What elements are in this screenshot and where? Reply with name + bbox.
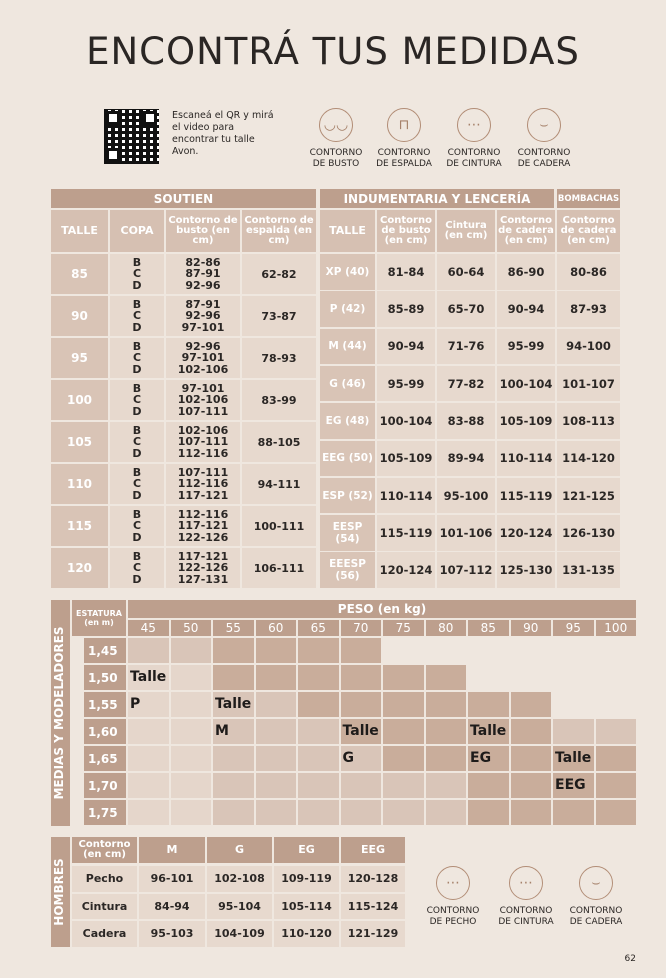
estatura-tick: 1,45 — [84, 638, 126, 663]
soutien-talle: 95 — [51, 338, 108, 378]
size-label: Talle — [215, 696, 252, 712]
indumentaria-value: 94-100 — [557, 329, 620, 365]
hombres-header: EEG — [341, 837, 405, 863]
size-label: P — [130, 696, 141, 712]
hombres-row-label: Cadera — [72, 921, 137, 947]
indumentaria-value: 83-88 — [437, 403, 495, 439]
hombres-value: 121-129 — [341, 921, 405, 947]
grid-cell — [341, 665, 382, 690]
soutien-busto — [166, 548, 240, 588]
busto-range: 97-101 — [181, 351, 225, 365]
hombres-value: 102-108 — [207, 866, 272, 892]
hombres-value: 95-104 — [207, 894, 272, 920]
indumentaria-title: INDUMENTARIA Y LENCERÍA — [320, 189, 554, 208]
soutien-header: COPA — [110, 210, 164, 252]
size-label: EG — [470, 750, 492, 766]
grid-cell — [298, 638, 339, 663]
grid-cell — [341, 692, 382, 717]
copa: B — [132, 507, 142, 521]
grid-cell — [511, 746, 552, 771]
grid-cell — [383, 746, 424, 771]
indumentaria-value: 80-86 — [557, 254, 620, 290]
measure-label: CONTORNO — [499, 906, 553, 916]
busto-range: 92-96 — [185, 339, 221, 353]
estatura-tick: 1,75 — [84, 800, 126, 825]
grid-cell — [383, 665, 424, 690]
size-label: G — [342, 750, 354, 766]
indumentaria-value: 120-124 — [497, 515, 555, 551]
busto-range: 112-116 — [177, 507, 229, 521]
copa: C — [132, 309, 142, 323]
measure-label: CONTORNO — [569, 906, 623, 916]
peso-tick: 95 — [553, 620, 594, 636]
soutien-header: TALLE — [51, 210, 108, 252]
bottom-measure-item-1 — [490, 866, 562, 928]
hip-icon: ⌣ — [527, 108, 561, 142]
copa: B — [132, 381, 142, 395]
grid-cell — [468, 800, 509, 825]
bust-icon: ◡◡ — [319, 108, 353, 142]
measure-label: CONTORNO — [426, 906, 480, 916]
soutien-copas — [110, 548, 164, 588]
grid-cell — [298, 773, 339, 798]
busto-range: 102-106 — [177, 362, 229, 376]
measure-label: DE CINTURA — [498, 917, 554, 927]
busto-range: 102-106 — [177, 393, 229, 407]
hombres-header: Contorno (en cm) — [72, 837, 137, 863]
soutien-busto — [166, 464, 240, 504]
measure-label: CONTORNO — [447, 148, 501, 158]
busto-range: 107-111 — [177, 465, 229, 479]
qr-instructions: Escaneá el QR y mirá el video para encontrar tu talle Avon. — [172, 110, 274, 157]
grid-cell — [128, 773, 169, 798]
grid-cell — [341, 638, 382, 663]
grid-cell — [426, 719, 467, 744]
soutien-copas — [110, 296, 164, 336]
busto-range: 102-106 — [177, 423, 229, 437]
busto-range: 107-111 — [177, 404, 229, 418]
soutien-copas — [110, 380, 164, 420]
grid-cell — [596, 746, 637, 771]
soutien-copas — [110, 464, 164, 504]
grid-cell — [383, 800, 424, 825]
grid-cell — [213, 665, 254, 690]
indumentaria-value: 115-119 — [497, 478, 555, 514]
hombres-header: G — [207, 837, 272, 863]
indumentaria-value: 121-125 — [557, 478, 620, 514]
grid-cell — [383, 692, 424, 717]
busto-range: 112-116 — [177, 477, 229, 491]
copa: D — [132, 320, 142, 334]
grid-cell — [596, 719, 637, 744]
grid-cell — [426, 692, 467, 717]
indumentaria-talle: XP (40) — [320, 254, 375, 290]
grid-cell — [213, 800, 254, 825]
soutien-header: Contorno de busto (en cm) — [166, 210, 240, 252]
peso-tick: 70 — [341, 620, 382, 636]
copa: D — [132, 362, 142, 376]
soutien-busto — [166, 380, 240, 420]
measure-item-1 — [368, 108, 440, 170]
hombres-value: 95-103 — [139, 921, 205, 947]
indumentaria-value: 126-130 — [557, 515, 620, 551]
indumentaria-talle: EESP (54) — [320, 515, 375, 551]
indumentaria-value: 105-109 — [497, 403, 555, 439]
soutien-espalda: 78-93 — [242, 338, 316, 378]
indumentaria-talle: EEESP (56) — [320, 552, 375, 588]
hombres-value: 104-109 — [207, 921, 272, 947]
grid-cell — [383, 773, 424, 798]
soutien-talle: 100 — [51, 380, 108, 420]
grid-cell — [171, 800, 212, 825]
grid-cell — [128, 719, 169, 744]
indumentaria-value: 60-64 — [437, 254, 495, 290]
copa: D — [132, 404, 142, 418]
grid-cell — [128, 638, 169, 663]
indumentaria-value: 87-93 — [557, 291, 620, 327]
bottom-measure-item-0 — [417, 866, 489, 928]
soutien-talle: 85 — [51, 254, 108, 294]
busto-range: 107-111 — [177, 435, 229, 449]
busto-range: 117-121 — [177, 519, 229, 533]
page-title: ENCONTRÁ TUS MEDIDAS — [86, 30, 580, 73]
copa: D — [132, 530, 142, 544]
grid-cell — [298, 665, 339, 690]
soutien-espalda: 106-111 — [242, 548, 316, 588]
hombres-value: 96-101 — [139, 866, 205, 892]
soutien-copas — [110, 422, 164, 462]
measure-label: DE PECHO — [429, 917, 477, 927]
hombres-header: M — [139, 837, 205, 863]
busto-range: 87-91 — [185, 267, 221, 281]
indumentaria-value: 110-114 — [377, 478, 435, 514]
indumentaria-value: 125-130 — [497, 552, 555, 588]
hombres-value: 120-128 — [341, 866, 405, 892]
grid-cell — [256, 638, 297, 663]
grid-cell — [128, 800, 169, 825]
grid-cell — [426, 665, 467, 690]
grid-cell — [468, 773, 509, 798]
peso-tick: 60 — [256, 620, 297, 636]
grid-cell — [426, 773, 467, 798]
indumentaria-value: 95-99 — [497, 329, 555, 365]
copa: B — [132, 549, 142, 563]
copa: D — [132, 278, 142, 292]
measure-label: DE CADERA — [569, 917, 623, 927]
busto-range: 92-96 — [185, 278, 221, 292]
hombres-row-label: Cintura — [72, 894, 137, 920]
soutien-talle: 105 — [51, 422, 108, 462]
indumentaria-value: 81-84 — [377, 254, 435, 290]
grid-cell — [128, 746, 169, 771]
grid-cell — [171, 665, 212, 690]
peso-label: PESO (en kg) — [128, 600, 636, 618]
soutien-copas — [110, 506, 164, 546]
estatura-tick: 1,70 — [84, 773, 126, 798]
waist-icon: ⋯ — [457, 108, 491, 142]
grid-cell — [213, 638, 254, 663]
indumentaria-value: 77-82 — [437, 366, 495, 402]
indumentaria-talle: EEG (50) — [320, 441, 375, 477]
copa: B — [132, 297, 142, 311]
grid-cell — [511, 773, 552, 798]
grid-cell — [171, 692, 212, 717]
grid-cell — [256, 800, 297, 825]
grid-cell — [298, 800, 339, 825]
indumentaria-value: 114-120 — [557, 441, 620, 477]
size-label: Talle — [470, 723, 507, 739]
measure-label: CONTORNO — [309, 148, 363, 158]
indumentaria-value: 101-107 — [557, 366, 620, 402]
soutien-header: Contorno de espalda (en cm) — [242, 210, 316, 252]
grid-cell — [256, 719, 297, 744]
soutien-busto — [166, 338, 240, 378]
soutien-espalda: 62-82 — [242, 254, 316, 294]
indumentaria-value: 90-94 — [497, 291, 555, 327]
busto-range: 117-121 — [177, 488, 229, 502]
peso-tick: 90 — [511, 620, 552, 636]
busto-range: 112-116 — [177, 446, 229, 460]
grid-cell — [511, 692, 552, 717]
grid-cell — [256, 692, 297, 717]
indumentaria-header: Cintura (en cm) — [437, 210, 495, 252]
soutien-espalda: 88-105 — [242, 422, 316, 462]
measure-item-0 — [300, 108, 372, 170]
copa: B — [132, 339, 142, 353]
indumentaria-talle: P (42) — [320, 291, 375, 327]
grid-cell — [171, 773, 212, 798]
measure-label: CONTORNO — [377, 148, 431, 158]
hombres-value: 109-119 — [274, 866, 339, 892]
size-label: EEG — [555, 777, 586, 793]
indumentaria-value: 95-100 — [437, 478, 495, 514]
measure-label: DE ESPALDA — [376, 159, 432, 169]
copa: B — [132, 255, 142, 269]
grid-cell — [383, 719, 424, 744]
medias-side-label: MEDIAS Y MODELADORES — [52, 626, 66, 800]
peso-tick: 100 — [596, 620, 637, 636]
chest-icon: ⋯ — [436, 866, 470, 900]
indumentaria-value: 108-113 — [557, 403, 620, 439]
soutien-talle: 90 — [51, 296, 108, 336]
copa: D — [132, 446, 142, 460]
indumentaria-talle: ESP (52) — [320, 478, 375, 514]
grid-cell — [256, 665, 297, 690]
copa: C — [132, 519, 142, 533]
size-label: M — [215, 723, 229, 739]
soutien-talle: 110 — [51, 464, 108, 504]
hombres-value: 105-114 — [274, 894, 339, 920]
soutien-talle: 115 — [51, 506, 108, 546]
soutien-busto — [166, 422, 240, 462]
soutien-copas — [110, 338, 164, 378]
indumentaria-header: Contorno de busto (en cm) — [377, 210, 435, 252]
grid-cell — [596, 800, 637, 825]
page-number: 62 — [624, 954, 636, 964]
grid-cell — [426, 746, 467, 771]
estatura-tick: 1,50 — [84, 665, 126, 690]
indumentaria-header: Contorno de cadera (en cm) — [497, 210, 555, 252]
estatura-tick: 1,60 — [84, 719, 126, 744]
bottom-measure-item-2 — [560, 866, 632, 928]
copa: C — [132, 267, 142, 281]
busto-range: 117-121 — [177, 549, 229, 563]
indumentaria-value: 89-94 — [437, 441, 495, 477]
measure-label: DE CADERA — [517, 159, 571, 169]
indumentaria-value: 85-89 — [377, 291, 435, 327]
copa: B — [132, 465, 142, 479]
grid-cell — [256, 746, 297, 771]
indumentaria-value: 71-76 — [437, 329, 495, 365]
size-label: Talle — [130, 669, 167, 685]
hombres-value: 84-94 — [139, 894, 205, 920]
soutien-copas — [110, 254, 164, 294]
copa: C — [132, 393, 142, 407]
soutien-busto — [166, 296, 240, 336]
grid-cell — [298, 719, 339, 744]
soutien-title: SOUTIEN — [51, 189, 316, 208]
busto-range: 122-126 — [177, 561, 229, 575]
peso-tick: 50 — [171, 620, 212, 636]
measure-item-3 — [508, 108, 580, 170]
copa: D — [132, 488, 142, 502]
estatura-tick: 1,65 — [84, 746, 126, 771]
indumentaria-value: 95-99 — [377, 366, 435, 402]
size-label: Talle — [342, 723, 379, 739]
hombres-header: EG — [274, 837, 339, 863]
size-label: Talle — [555, 750, 592, 766]
estatura-tick: 1,55 — [84, 692, 126, 717]
copa: C — [132, 351, 142, 365]
busto-range: 82-86 — [185, 255, 221, 269]
soutien-espalda: 94-111 — [242, 464, 316, 504]
grid-cell — [213, 773, 254, 798]
indumentaria-header: Contorno de cadera (en cm) — [557, 210, 620, 252]
grid-cell — [341, 800, 382, 825]
hombres-side-label: HOMBRES — [52, 858, 66, 926]
measure-label: DE BUSTO — [312, 159, 360, 169]
indumentaria-talle: G (46) — [320, 366, 375, 402]
indumentaria-value: 110-114 — [497, 441, 555, 477]
waist-icon: ⋯ — [509, 866, 543, 900]
grid-cell — [298, 746, 339, 771]
grid-cell — [553, 719, 594, 744]
indumentaria-talle: M (44) — [320, 329, 375, 365]
busto-range: 87-91 — [185, 297, 221, 311]
indumentaria-value: 115-119 — [377, 515, 435, 551]
grid-cell — [341, 773, 382, 798]
qr-code[interactable] — [104, 109, 159, 164]
soutien-busto — [166, 506, 240, 546]
measure-label: DE CINTURA — [446, 159, 502, 169]
indumentaria-value: 120-124 — [377, 552, 435, 588]
peso-tick: 85 — [468, 620, 509, 636]
hombres-value: 110-120 — [274, 921, 339, 947]
bombachas-title: BOMBACHAS — [557, 189, 620, 208]
peso-tick: 45 — [128, 620, 169, 636]
hip-icon: ⌣ — [579, 866, 613, 900]
copa: D — [132, 572, 142, 586]
indumentaria-value: 100-104 — [497, 366, 555, 402]
busto-range: 97-101 — [181, 320, 225, 334]
grid-cell — [511, 800, 552, 825]
soutien-espalda: 83-99 — [242, 380, 316, 420]
indumentaria-value: 101-106 — [437, 515, 495, 551]
peso-tick: 80 — [426, 620, 467, 636]
busto-range: 92-96 — [185, 309, 221, 323]
grid-cell — [171, 719, 212, 744]
grid-cell — [213, 746, 254, 771]
indumentaria-talle: EG (48) — [320, 403, 375, 439]
peso-tick: 75 — [383, 620, 424, 636]
measure-label: CONTORNO — [517, 148, 571, 158]
grid-cell — [298, 692, 339, 717]
indumentaria-value: 131-135 — [557, 552, 620, 588]
busto-range: 97-101 — [181, 381, 225, 395]
soutien-busto — [166, 254, 240, 294]
indumentaria-value: 90-94 — [377, 329, 435, 365]
grid-cell — [426, 800, 467, 825]
peso-tick: 55 — [213, 620, 254, 636]
estatura-label: ESTATURA (en m) — [72, 600, 126, 636]
soutien-espalda: 100-111 — [242, 506, 316, 546]
hombres-row-label: Pecho — [72, 866, 137, 892]
back-icon: ⊓ — [387, 108, 421, 142]
grid-cell — [553, 800, 594, 825]
copa: C — [132, 561, 142, 575]
copa: C — [132, 477, 142, 491]
grid-cell — [256, 773, 297, 798]
soutien-espalda: 73-87 — [242, 296, 316, 336]
indumentaria-value: 65-70 — [437, 291, 495, 327]
busto-range: 122-126 — [177, 530, 229, 544]
copa: B — [132, 423, 142, 437]
soutien-talle: 120 — [51, 548, 108, 588]
measure-item-2 — [438, 108, 510, 170]
indumentaria-value: 86-90 — [497, 254, 555, 290]
grid-cell — [171, 638, 212, 663]
grid-cell — [596, 773, 637, 798]
indumentaria-value: 100-104 — [377, 403, 435, 439]
hombres-value: 115-124 — [341, 894, 405, 920]
grid-cell — [468, 692, 509, 717]
grid-cell — [511, 719, 552, 744]
indumentaria-value: 105-109 — [377, 441, 435, 477]
grid-cell — [171, 746, 212, 771]
peso-tick: 65 — [298, 620, 339, 636]
busto-range: 127-131 — [177, 572, 229, 586]
indumentaria-header: TALLE — [320, 210, 375, 252]
copa: C — [132, 435, 142, 449]
indumentaria-value: 107-112 — [437, 552, 495, 588]
